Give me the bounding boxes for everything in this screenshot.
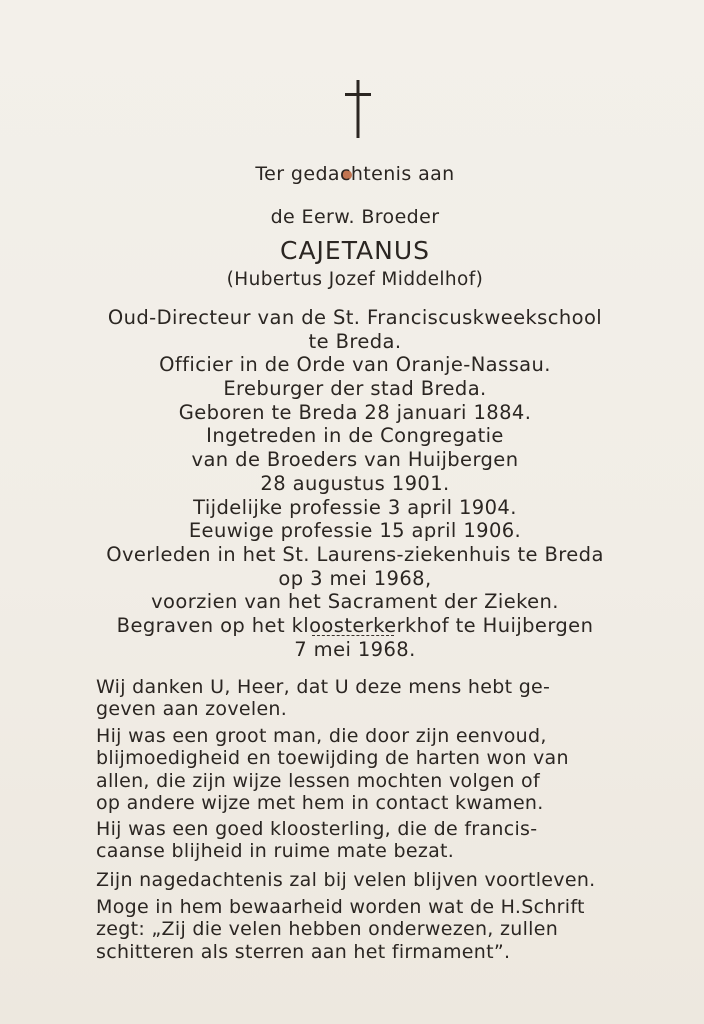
prayer-line: caanse blijheid in ruime mate bezat.: [96, 840, 455, 863]
biography-block: [60, 306, 650, 661]
biography-line: Geboren te Breda 28 januari 1884.: [178, 400, 532, 424]
prayer-line: blijmoedigheid en toewijding de harten won van: [96, 747, 569, 770]
deceased-name: CAJETANUS: [279, 236, 431, 265]
prayer-line: Hij was een goed kloosterling, die de francis-: [96, 818, 538, 840]
biography-line: Oud-Directeur van de St. Franciscuskweekschool: [107, 306, 603, 329]
title-line: de Eerw. Broeder: [270, 206, 440, 228]
biography-line: Ereburger der stad Breda.: [223, 377, 487, 401]
biography-line: 7 mei 1968.: [294, 637, 416, 661]
prayer-paragraph: [96, 676, 608, 721]
separator-rule: [312, 635, 394, 636]
civil-name: (Hubertus Jozef Middelhof): [226, 269, 484, 290]
biography-line: op 3 mei 1968,: [278, 566, 432, 590]
biography-line: Ingetreden in de Congregatie: [206, 424, 504, 448]
prayer-paragraph: [96, 896, 608, 963]
prayer-paragraph: [96, 818, 608, 863]
biography-line: Tijdelijke professie 3 april 1904.: [193, 495, 517, 519]
biography-line: 28 augustus 1901.: [260, 471, 450, 495]
biography-line: voorzien van het Sacrament der Zieken.: [151, 590, 559, 614]
prayer-line: Moge in hem bewaarheid worden wat de H.Schrift: [96, 896, 585, 918]
biography-line: Begraven op het kloosterkerkhof te Huijbergen: [116, 613, 594, 637]
biography-line: Eeuwige professie 15 april 1906.: [188, 519, 522, 543]
biography-line: te Breda.: [308, 329, 402, 353]
prayer-paragraph: [96, 869, 608, 891]
prayer-line: zegt: „Zij die velen hebben onderwezen, zullen: [96, 918, 559, 941]
prayer-line: Wij danken U, Heer, dat U deze mens hebt ge-: [96, 676, 551, 698]
biography-line: Officier in de Orde van Oranje-Nassau.: [159, 353, 551, 377]
prayer-line: op andere wijze met hem in contact kwamen.: [96, 792, 544, 815]
biography-line: Overleden in het St. Laurens-ziekenhuis te Breda: [106, 542, 604, 566]
intro-line: Ter gedachtenis aan: [255, 163, 455, 185]
prayer-line: schitteren als sterren aan het firmament”.: [96, 940, 511, 963]
prayer-line: Hij was een groot man, die door zijn eenvoud,: [96, 725, 547, 747]
cross-icon: [343, 80, 373, 138]
prayer-line: Zijn nagedachtenis zal bij velen blijven voortleven.: [96, 869, 596, 891]
prayer-line: geven aan zovelen.: [96, 698, 288, 721]
biography-line: van de Broeders van Huijbergen: [191, 448, 519, 472]
prayer-line: allen, die zijn wijze lessen mochten volgen of: [96, 769, 540, 792]
prayer-paragraph: [96, 725, 608, 815]
